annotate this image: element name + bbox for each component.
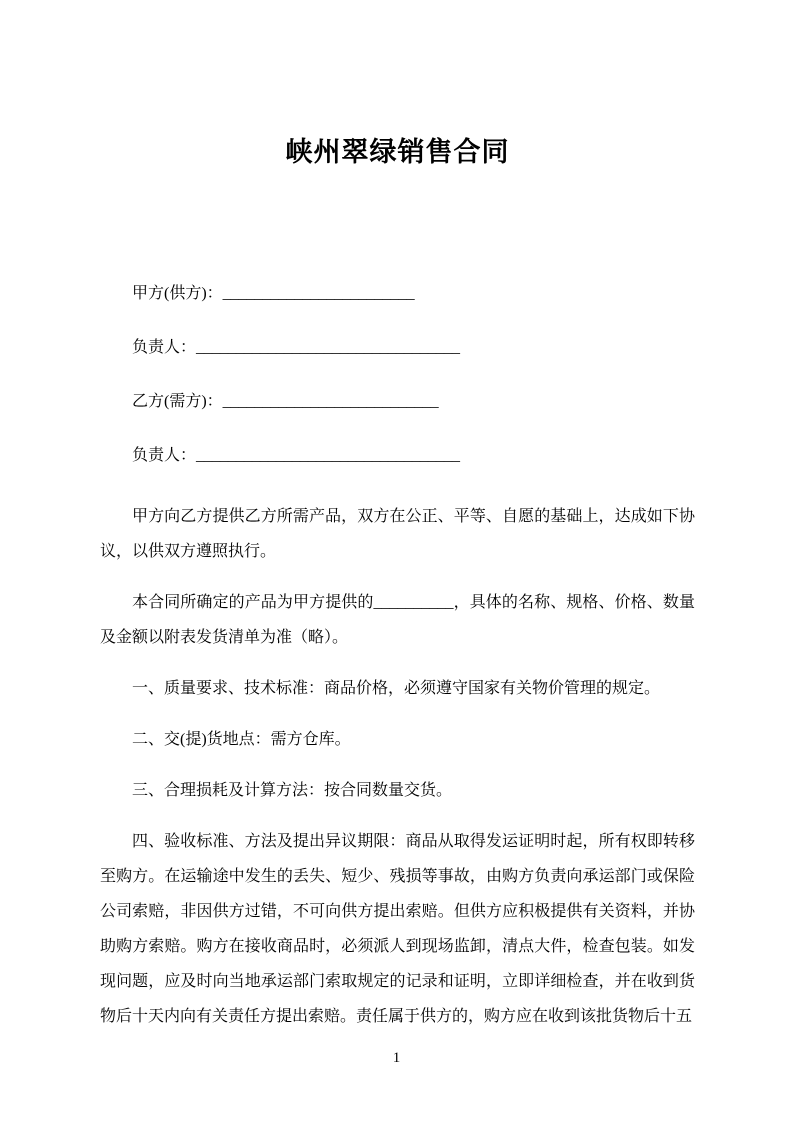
field-party-b xyxy=(100,391,695,413)
field-party-a-label: 甲方(供方)： xyxy=(132,285,223,302)
field-party-b-principal-blank: _________________________________ xyxy=(196,447,461,464)
field-party-a-principal xyxy=(100,337,695,359)
paragraph-product: 本合同所确定的产品为甲方提供的__________，具体的名称、规格、价格、数量及金额以附表发货清单为准（略）。 xyxy=(100,594,695,646)
party-fields xyxy=(100,283,695,467)
clause-1-quality: 一、质量要求、技术标准：商品价格，必须遵守国家有关物价管理的规定。 xyxy=(132,680,661,697)
clause-2-delivery-place: 二、交(提)货地点：需方仓库。 xyxy=(132,731,351,748)
field-party-b-principal xyxy=(100,445,695,467)
field-party-a-blank: ________________________ xyxy=(222,285,415,302)
paragraph-intro: 甲方向乙方提供乙方所需产品，双方在公正、平等、自愿的基础上，达成如下协议，以供双方遵照执行。 xyxy=(100,508,695,560)
field-party-b-principal-label: 负责人： xyxy=(132,447,197,464)
clause-4-acceptance: 四、验收标准、方法及提出异议期限：商品从取得发运证明时起，所有权即转移至购方。在运输途中发生的丢失、短少、残损等事故，由购方负责向承运部门或保险公司索赔，非因供方过错，不可向供方提出索赔。但供方应积极提供有关资料，并协助购方索赔。购方在接收商品时，必须派人到现场监卸，清点大件，检查包装。如发现问题，应及时向当地承运部门索取规定的记录和证明，立即详细检查，并在收到货物后十天内向有关责任方提出索赔。责任属于供方的，购方应在收到该批货物后十五 xyxy=(100,833,695,1025)
contract-title: 峡州翠绿销售合同 xyxy=(285,137,510,167)
clause-3-loss-calculation: 三、合理损耗及计算方法：按合同数量交货。 xyxy=(132,782,453,799)
field-party-b-label: 乙方(需方)： xyxy=(132,393,223,410)
page-number: 1 xyxy=(392,1050,401,1066)
field-party-a-principal-label: 负责人： xyxy=(132,339,197,356)
field-party-b-blank: ___________________________ xyxy=(222,393,439,410)
field-party-a xyxy=(100,283,695,305)
field-party-a-principal-blank: _________________________________ xyxy=(196,339,461,356)
